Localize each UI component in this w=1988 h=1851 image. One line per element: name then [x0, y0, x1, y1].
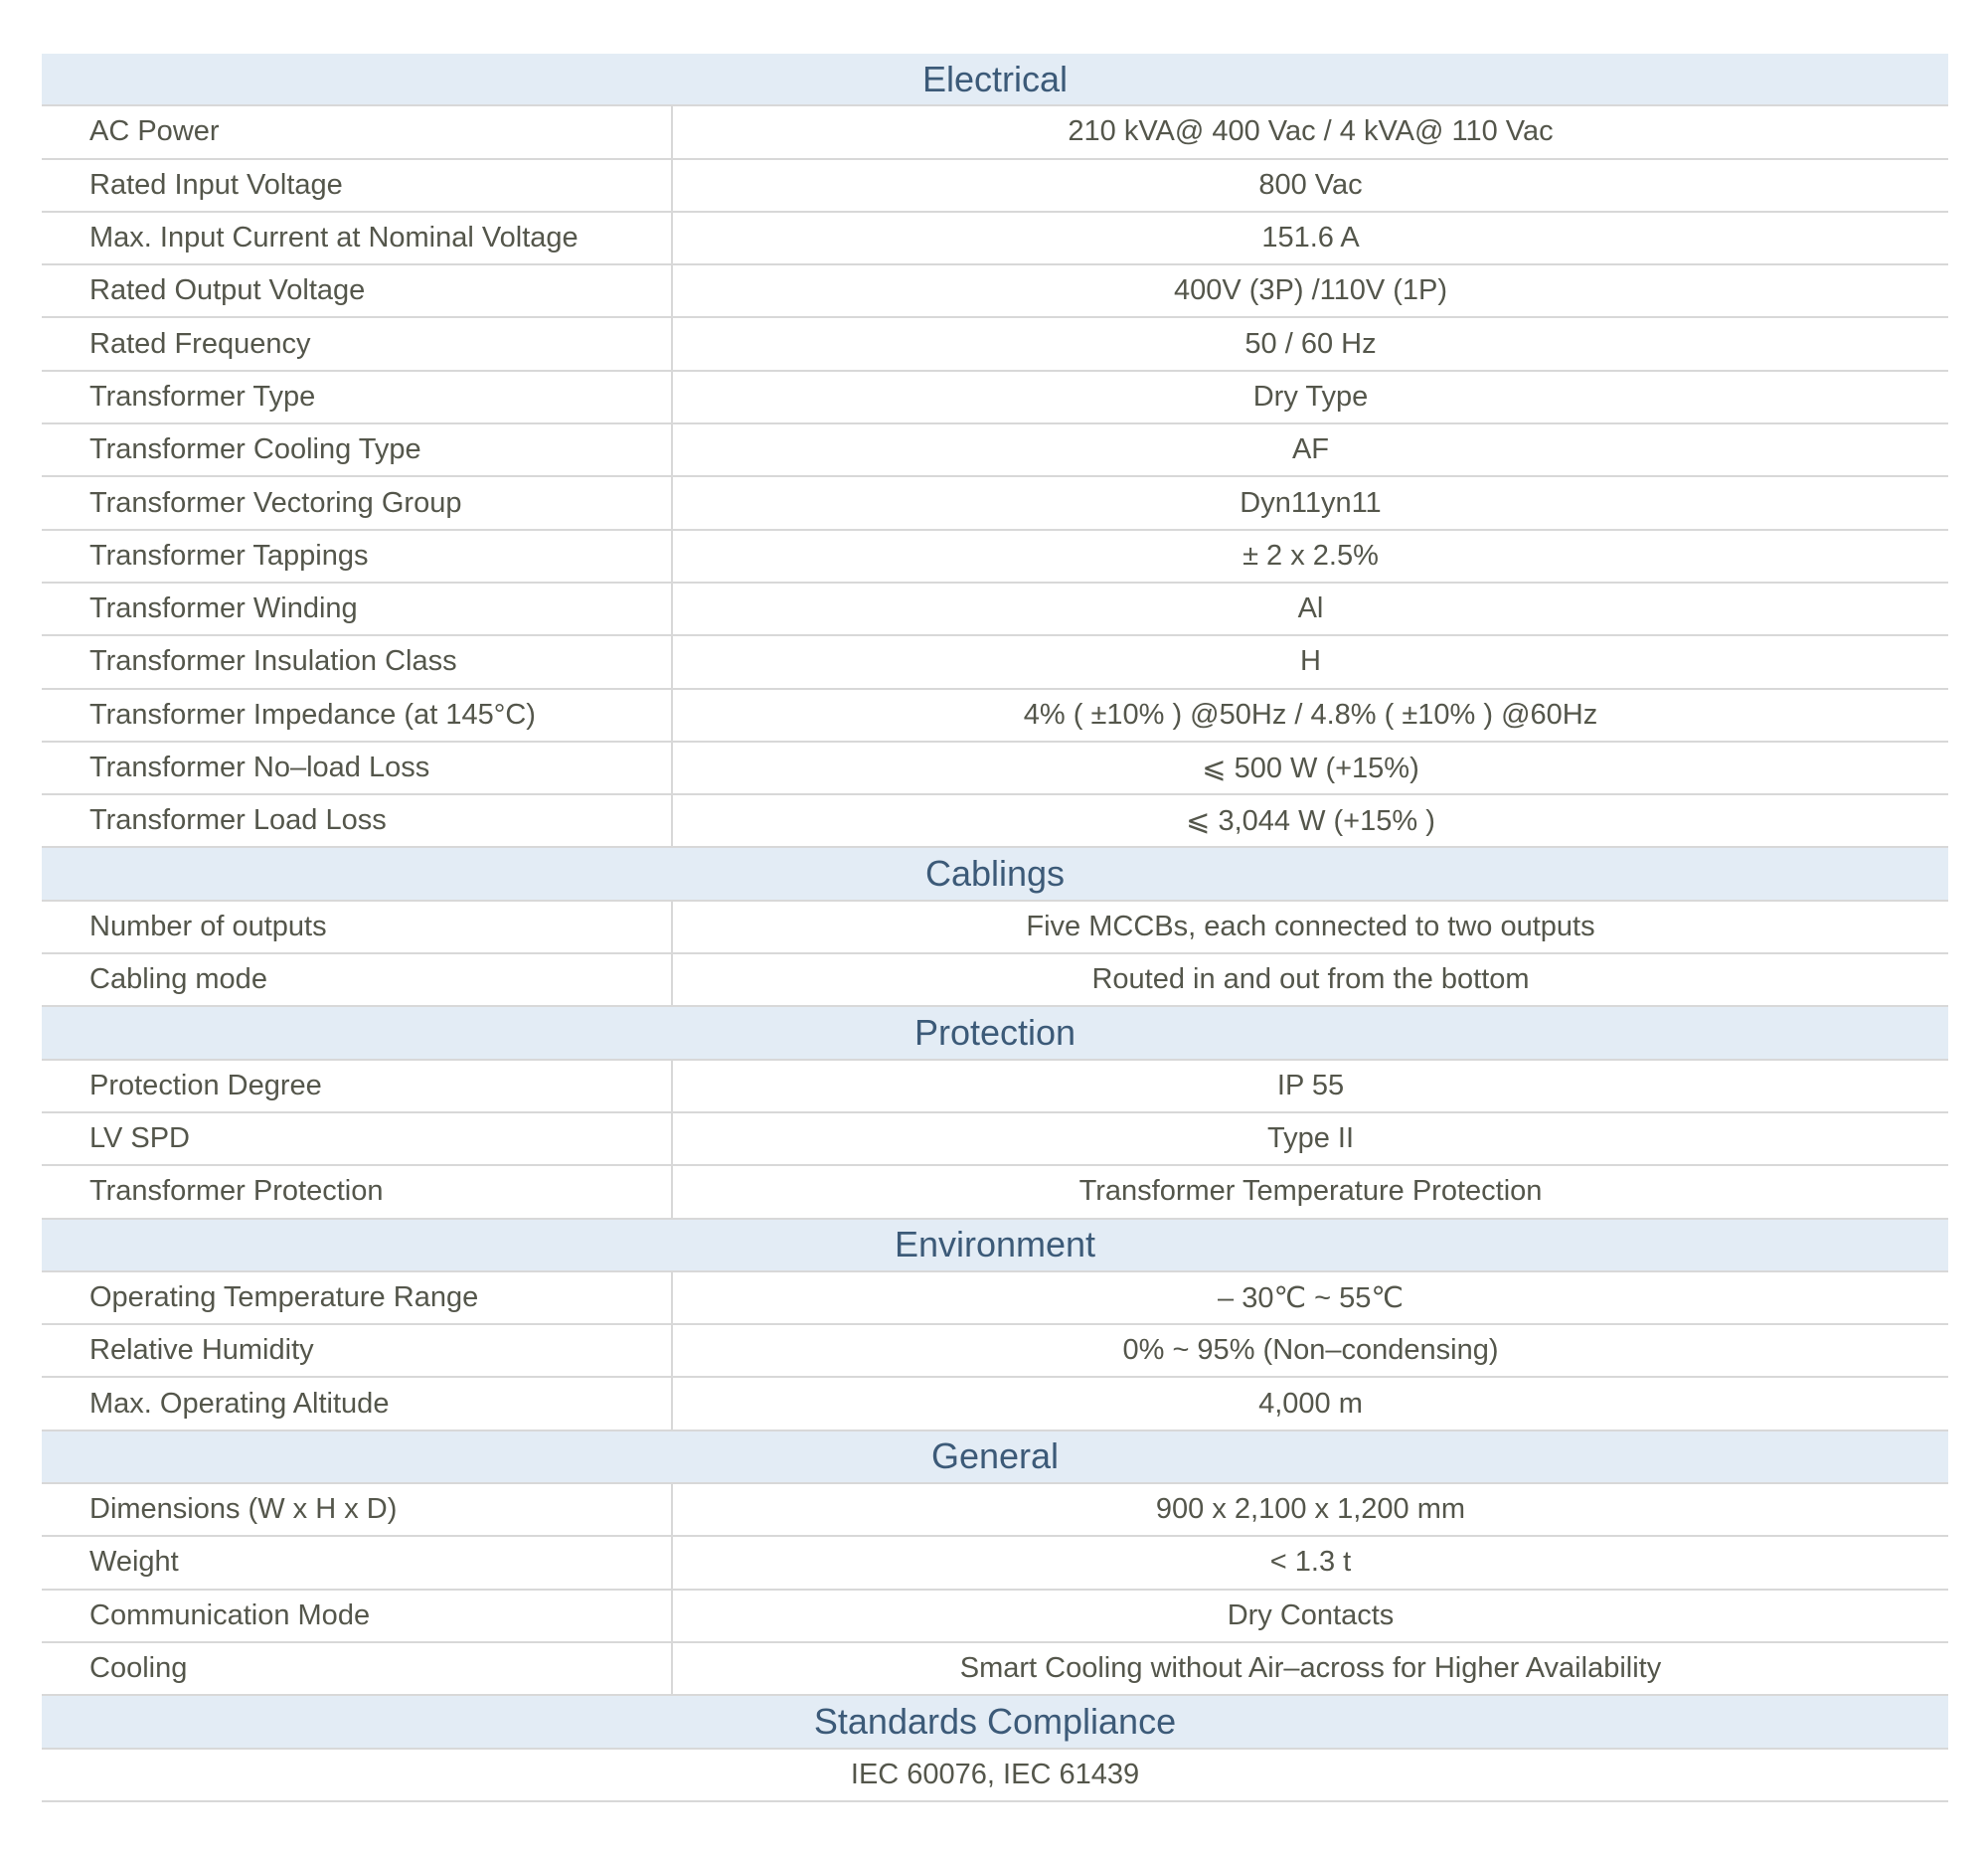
spec-row-transformer-tappings: [42, 531, 1948, 584]
spec-value: 800 Vac: [1258, 168, 1363, 201]
spec-row-transformer-load-loss: [42, 795, 1948, 848]
spec-row-cabling-mode: [42, 954, 1948, 1007]
spec-label: Communication Mode: [42, 1591, 673, 1641]
spec-label: Transformer Winding: [42, 584, 673, 634]
spec-label: Number of outputs: [42, 902, 673, 952]
spec-table: [42, 54, 1948, 1802]
spec-row-rated-input-voltage: [42, 160, 1948, 213]
spec-row-rated-frequency: [42, 318, 1948, 371]
spec-value: 50 / 60 Hz: [1244, 327, 1377, 360]
spec-label: Transformer Tappings: [42, 531, 673, 582]
spec-row-transformer-winding: [42, 584, 1948, 636]
spec-value: 4,000 m: [1258, 1387, 1363, 1420]
section-header-standards-compliance: Standards Compliance: [42, 1696, 1948, 1749]
spec-row-relative-humidity: [42, 1325, 1948, 1378]
spec-value: ± 2 x 2.5%: [1242, 539, 1379, 572]
spec-label: Weight: [42, 1537, 673, 1588]
spec-label: AC Power: [42, 106, 673, 157]
spec-label: Dimensions (W x H x D): [42, 1484, 673, 1535]
spec-value: ⩽ 500 W (+15%): [1202, 753, 1419, 784]
spec-label: Rated Frequency: [42, 318, 673, 369]
spec-value: IP 55: [1276, 1069, 1345, 1101]
spec-row-transformer-no-load-loss: [42, 743, 1948, 795]
spec-row-operating-temperature-range: [42, 1272, 1948, 1325]
spec-row-transformer-insulation-class: [42, 636, 1948, 689]
spec-row-transformer-protection: [42, 1166, 1948, 1219]
spec-row-dimensions: [42, 1484, 1948, 1537]
spec-row-transformer-type: [42, 372, 1948, 424]
spec-value: Smart Cooling without Air–across for Higher Availability: [959, 1652, 1662, 1685]
spec-value: < 1.3 t: [1269, 1546, 1352, 1579]
spec-label: LV SPD: [42, 1113, 673, 1164]
spec-label: Transformer Protection: [42, 1166, 673, 1217]
spec-label: Relative Humidity: [42, 1325, 673, 1376]
spec-value: Al: [1297, 592, 1324, 625]
spec-label: Transformer Vectoring Group: [42, 477, 673, 528]
spec-value: IEC 60076, IEC 61439: [850, 1758, 1140, 1790]
section-header-electrical: Electrical: [42, 54, 1948, 106]
spec-value: 4% ( ±10% ) @50Hz / 4.8% ( ±10% ) @60Hz: [1023, 698, 1598, 731]
spec-value: Five MCCBs, each connected to two outputs: [1026, 910, 1595, 942]
spec-value: 151.6 A: [1261, 222, 1360, 254]
spec-value: Transformer Temperature Protection: [1078, 1175, 1543, 1208]
section-header-general: General: [42, 1431, 1948, 1484]
spec-label: Operating Temperature Range: [42, 1272, 673, 1323]
section-header-environment: Environment: [42, 1220, 1948, 1272]
spec-row-max-operating-altitude: [42, 1378, 1948, 1430]
spec-row-rated-output-voltage: [42, 265, 1948, 318]
spec-value: AF: [1291, 433, 1330, 466]
spec-label: Transformer Load Loss: [42, 795, 673, 846]
spec-label: Transformer Insulation Class: [42, 636, 673, 687]
spec-label: Transformer Type: [42, 372, 673, 422]
spec-row-max-input-current: [42, 213, 1948, 265]
spec-label: Transformer Cooling Type: [42, 424, 673, 475]
spec-value: 0% ~ 95% (Non–condensing): [1122, 1334, 1499, 1367]
section-header-cablings: Cablings: [42, 848, 1948, 901]
spec-label: Rated Input Voltage: [42, 160, 673, 211]
spec-label: Rated Output Voltage: [42, 265, 673, 316]
spec-value: Dry Contacts: [1227, 1599, 1395, 1631]
spec-label: Cabling mode: [42, 954, 673, 1005]
spec-value: 210 kVA@ 400 Vac / 4 kVA@ 110 Vac: [1068, 115, 1554, 148]
spec-row-number-of-outputs: [42, 902, 1948, 954]
spec-label: Max. Operating Altitude: [42, 1378, 673, 1429]
spec-row-lv-spd: [42, 1113, 1948, 1166]
spec-row-standards: [42, 1750, 1948, 1802]
spec-row-ac-power: [42, 106, 1948, 159]
spec-value: Routed in and out from the bottom: [1091, 963, 1530, 996]
spec-value: 400V (3P) /110V (1P): [1173, 274, 1448, 307]
spec-value: Dry Type: [1252, 380, 1369, 413]
spec-row-transformer-impedance: [42, 690, 1948, 743]
spec-value: H: [1300, 645, 1321, 678]
spec-value: ⩽ 3,044 W (+15% ): [1186, 805, 1435, 838]
spec-label: Transformer No–load Loss: [42, 743, 673, 793]
spec-value: – 30℃ ~ 55℃: [1218, 1281, 1404, 1314]
spec-value: 900 x 2,100 x 1,200 mm: [1155, 1493, 1466, 1526]
spec-label: Max. Input Current at Nominal Voltage: [42, 213, 673, 263]
spec-row-communication-mode: [42, 1591, 1948, 1643]
spec-value: Dyn11yn11: [1240, 486, 1382, 519]
spec-row-transformer-cooling-type: [42, 424, 1948, 477]
spec-row-transformer-vectoring-group: [42, 477, 1948, 530]
spec-row-cooling: [42, 1643, 1948, 1696]
spec-label: Cooling: [42, 1643, 673, 1694]
spec-label: Protection Degree: [42, 1061, 673, 1111]
spec-row-protection-degree: [42, 1061, 1948, 1113]
spec-value: Type II: [1266, 1122, 1355, 1155]
section-header-protection: Protection: [42, 1007, 1948, 1060]
spec-row-weight: [42, 1537, 1948, 1590]
spec-label: Transformer Impedance (at 145°C): [42, 690, 673, 741]
